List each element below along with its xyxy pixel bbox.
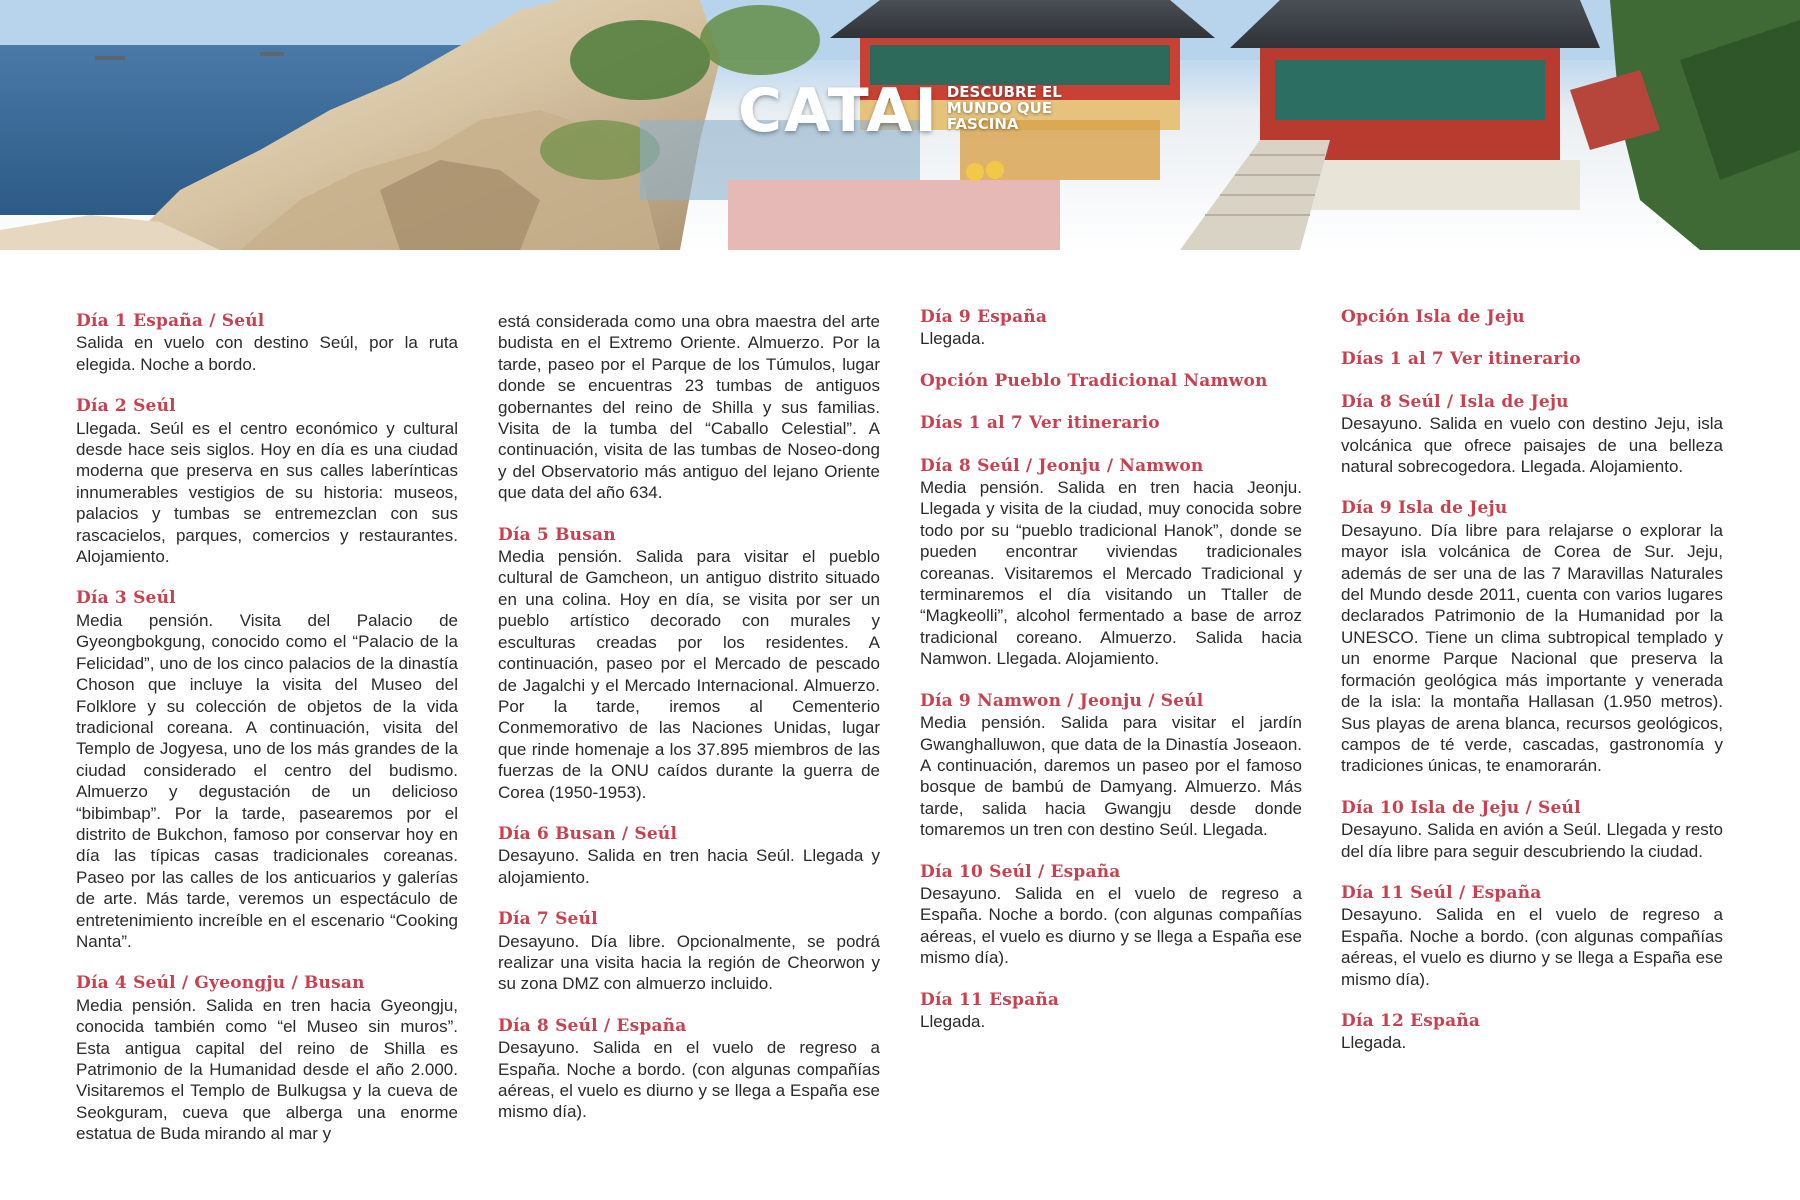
day-heading: Día 5 Busan bbox=[498, 524, 616, 545]
itinerary-day bbox=[1341, 1011, 1723, 1054]
see-itinerary-note: Días 1 al 7 Ver itinerario bbox=[1341, 349, 1581, 370]
day-text: Media pensión. Salida en tren hacia Gyeongju, conocida también como “el Museo sin muros”. Esta antigua capital del reino de Shilla es Patrimonio de la Humanidad desde el año 2.000. Visitaremos el Templo de Bulkugsa y la cueva de Seokguram, cueva que alberga una enorme estatua de Buda mirando al mar y bbox=[76, 995, 458, 1144]
itinerary-day bbox=[1341, 798, 1723, 862]
day-heading: Día 12 España bbox=[1341, 1010, 1481, 1031]
day-text: está considerada como una obra maestra del arte budista en el Extremo Oriente. Almuerzo. Por la tarde, paseo por el Parque de los Túmulos, lugar donde se encuentras 23 tumbas de antiguos gobernantes del reino de Shilla y sus familias. Visita de la tumba del “Caballo Celestial”. A continuación, visita de las tumbas de Noseo-dong y del Observatorio más antiguo del lejano Oriente que data del año 634. bbox=[498, 312, 880, 503]
day-heading: Día 4 Seúl / Gyeongju / Busan bbox=[76, 973, 365, 994]
day-heading: Día 6 Busan / Seúl bbox=[498, 823, 678, 844]
day-text: Desayuno. Salida en avión a Seúl. Llegada y resto del día libre para seguir descubriendo la ciudad. bbox=[1341, 820, 1723, 861]
itinerary-day bbox=[920, 691, 1302, 841]
day-text: Media pensión. Salida para visitar el jardín Gwanghalluwon, que data de la Dinastía Joseaon. A continuación, daremos un paseo por el famoso bosque de bambú de Damyang. Almuerzo. Más tarde, salida hacia Gwangju desde donde tomaremos un tren con destino Seúl. Llegada. bbox=[920, 713, 1302, 840]
itinerary-column-3 bbox=[920, 307, 1302, 1032]
day-text: Media pensión. Salida para visitar el pueblo cultural de Gamcheon, un antiguo distrito situado en una colina. Hoy en día, se visita por ser un pueblo artístico decorado con murales y esculturas creadas por los residentes. A continuación, paseo por el Mercado de pescado de Jagalchi y el Mercado Internacional. Almuerzo. Por la tarde, iremos al Cementerio Conmemorativo de las Naciones Unidas, lugar que rinde homenaje a los 37.895 miembros de las fuerzas de la ONU caídos durante la guerra de Corea (1950-1953). bbox=[498, 547, 880, 802]
day-heading: Día 8 Seúl / España bbox=[498, 1015, 687, 1036]
header-banner bbox=[0, 0, 1800, 250]
day-text: Desayuno. Día libre para relajarse o explorar la mayor isla volcánica de Corea de Sur. Jeju, además de ser una de las 7 Maravillas Naturales del Mundo desde 2011, cuenta con varios lugares declarados Patrimonio de la Humanidad por la UNESCO. Tiene un clima subtropical templado y un enorme Parque Nacional que preserva la formación geológica más importante y venerada de la isla: la montaña Hallasan (1.950 metros). Sus playas de arena blanca, recursos geológicos, campos de té verde, cascadas, gastronomía y tradiciones únicas, te enamorarán. bbox=[1341, 520, 1723, 776]
option-heading bbox=[1341, 307, 1723, 328]
day-heading: Día 10 Seúl / España bbox=[920, 861, 1121, 882]
itinerary-column-2 bbox=[498, 311, 880, 1123]
itinerary-day bbox=[76, 311, 458, 375]
day-heading: Día 3 Seúl bbox=[76, 588, 176, 609]
itinerary-day-continued bbox=[498, 311, 880, 504]
itinerary-column-4 bbox=[1341, 307, 1723, 1054]
day-text: Desayuno. Salida en tren hacia Seúl. Llegada y alojamiento. bbox=[498, 846, 880, 887]
day-heading: Día 8 Seúl / Jeonju / Namwon bbox=[920, 455, 1204, 476]
day-heading: Día 2 Seúl bbox=[76, 396, 176, 417]
day-heading: Día 1 España / Seúl bbox=[76, 311, 265, 331]
day-heading: Día 10 Isla de Jeju / Seúl bbox=[1341, 797, 1581, 818]
option-reference bbox=[1341, 349, 1723, 370]
itinerary-day bbox=[1341, 392, 1723, 478]
itinerary-day bbox=[498, 824, 880, 888]
itinerary-day bbox=[1341, 498, 1723, 776]
itinerary-column-1 bbox=[76, 311, 458, 1145]
brand-tagline: DESCUBRE EL MUNDO QUE FASCINA bbox=[946, 84, 1062, 132]
day-text: Media pensión. Visita del Palacio de Gyeongbokgung, conocido como el “Palacio de la Felicidad”, uno de los cinco palacios de la dinastía Choson que incluye la visita del Museo del Folklore y su colección de objetos de la vida tradicional coreana. A continuación, visita del Templo de Jogyesa, uno de los más grandes de la ciudad considerado el centro del budismo. Almuerzo y degustación de un delicioso “bibimbap”. Por la tarde, pasearemos por el distrito de Bukchon, famoso por conservar hoy en día las típicas casas tradicionales coreanas. Paseo por las calles de los anticuarios y galerías de arte. Más tarde, veremos un espectáculo de entretenimiento increíble en el escenario “Cooking Nanta”. bbox=[76, 610, 458, 951]
itinerary-day bbox=[1341, 883, 1723, 990]
itinerary-day bbox=[920, 307, 1302, 350]
itinerary-day bbox=[76, 588, 458, 952]
day-text: Llegada. bbox=[920, 329, 986, 349]
day-heading: Día 11 Seúl / España bbox=[1341, 882, 1542, 903]
day-heading: Día 11 España bbox=[920, 989, 1060, 1010]
option-title: Opción Isla de Jeju bbox=[1341, 307, 1525, 327]
day-text: Llegada. Seúl es el centro económico y cultural desde hace seis siglos. Hoy en día es una ciudad moderna que preserva en sus calles laberínticas innumerables vestigios de su historia: museos, palacios y tumbas se entremezclan con sus rascacielos, parques, comercios y restaurantes. Alojamiento. bbox=[76, 418, 458, 567]
day-heading: Día 9 España bbox=[920, 307, 1048, 327]
itinerary-day bbox=[76, 396, 458, 567]
option-title: Opción Pueblo Tradicional Namwon bbox=[920, 370, 1268, 391]
itinerary-day bbox=[920, 862, 1302, 969]
itinerary-day bbox=[498, 1016, 880, 1123]
day-text: Desayuno. Salida en el vuelo de regreso a España. Noche a bordo. (con algunas compañías aéreas, el vuelo es diurno y se llega a España ese mismo día). bbox=[920, 883, 1302, 968]
day-heading: Día 7 Seúl bbox=[498, 909, 598, 930]
itinerary-day bbox=[498, 525, 880, 803]
itinerary-day bbox=[498, 909, 880, 995]
option-heading bbox=[920, 371, 1302, 392]
see-itinerary-note: Días 1 al 7 Ver itinerario bbox=[920, 413, 1160, 434]
day-text: Desayuno. Salida en el vuelo de regreso a España. Noche a bordo. (con algunas compañías aéreas, el vuelo es diurno y se llega a España ese mismo día). bbox=[1341, 905, 1723, 989]
itinerary-day bbox=[76, 973, 458, 1144]
option-reference bbox=[920, 413, 1302, 434]
day-text: Desayuno. Salida en el vuelo de regreso a España. Noche a bordo. (con algunas compañías aéreas, el vuelo es diurno y se llega a España ese mismo día). bbox=[498, 1038, 880, 1122]
day-text: Desayuno. Salida en vuelo con destino Jeju, isla volcánica que ofrece paisajes de una belleza natural sobrecogedora. Llegada. Alojamiento. bbox=[1341, 414, 1723, 477]
day-heading: Día 8 Seúl / Isla de Jeju bbox=[1341, 391, 1569, 412]
day-text: Salida en vuelo con destino Seúl, por la ruta elegida. Noche a bordo. bbox=[76, 333, 458, 374]
day-text: Llegada. bbox=[1341, 1033, 1407, 1053]
itinerary-day bbox=[920, 456, 1302, 670]
itinerary-day bbox=[920, 990, 1302, 1033]
brand-name: CATAI bbox=[738, 76, 939, 146]
brand-logo bbox=[738, 76, 1067, 146]
day-text: Media pensión. Salida en tren hacia Jeonju. Llegada y visita de la ciudad, muy conocida sobre todo por su “pueblo tradicional Hanok”, donde se pueden encontrar viviendas tradicionales coreanas. Visitaremos el Mercado Tradicional y terminaremos el día visitando un Ttaller de “Magkeolli”, alcohol fermentado a base de arroz tradicional coreano. Almuerzo. Salida hacia Namwon. Llegada. Alojamiento. bbox=[920, 478, 1302, 669]
day-text: Desayuno. Día libre. Opcionalmente, se podrá realizar una visita hacia la región de Cheorwon y su zona DMZ con almuerzo incluido. bbox=[498, 931, 880, 994]
day-heading: Día 9 Namwon / Jeonju / Seúl bbox=[920, 690, 1204, 711]
day-heading: Día 9 Isla de Jeju bbox=[1341, 498, 1508, 519]
day-text: Llegada. bbox=[920, 1011, 986, 1031]
